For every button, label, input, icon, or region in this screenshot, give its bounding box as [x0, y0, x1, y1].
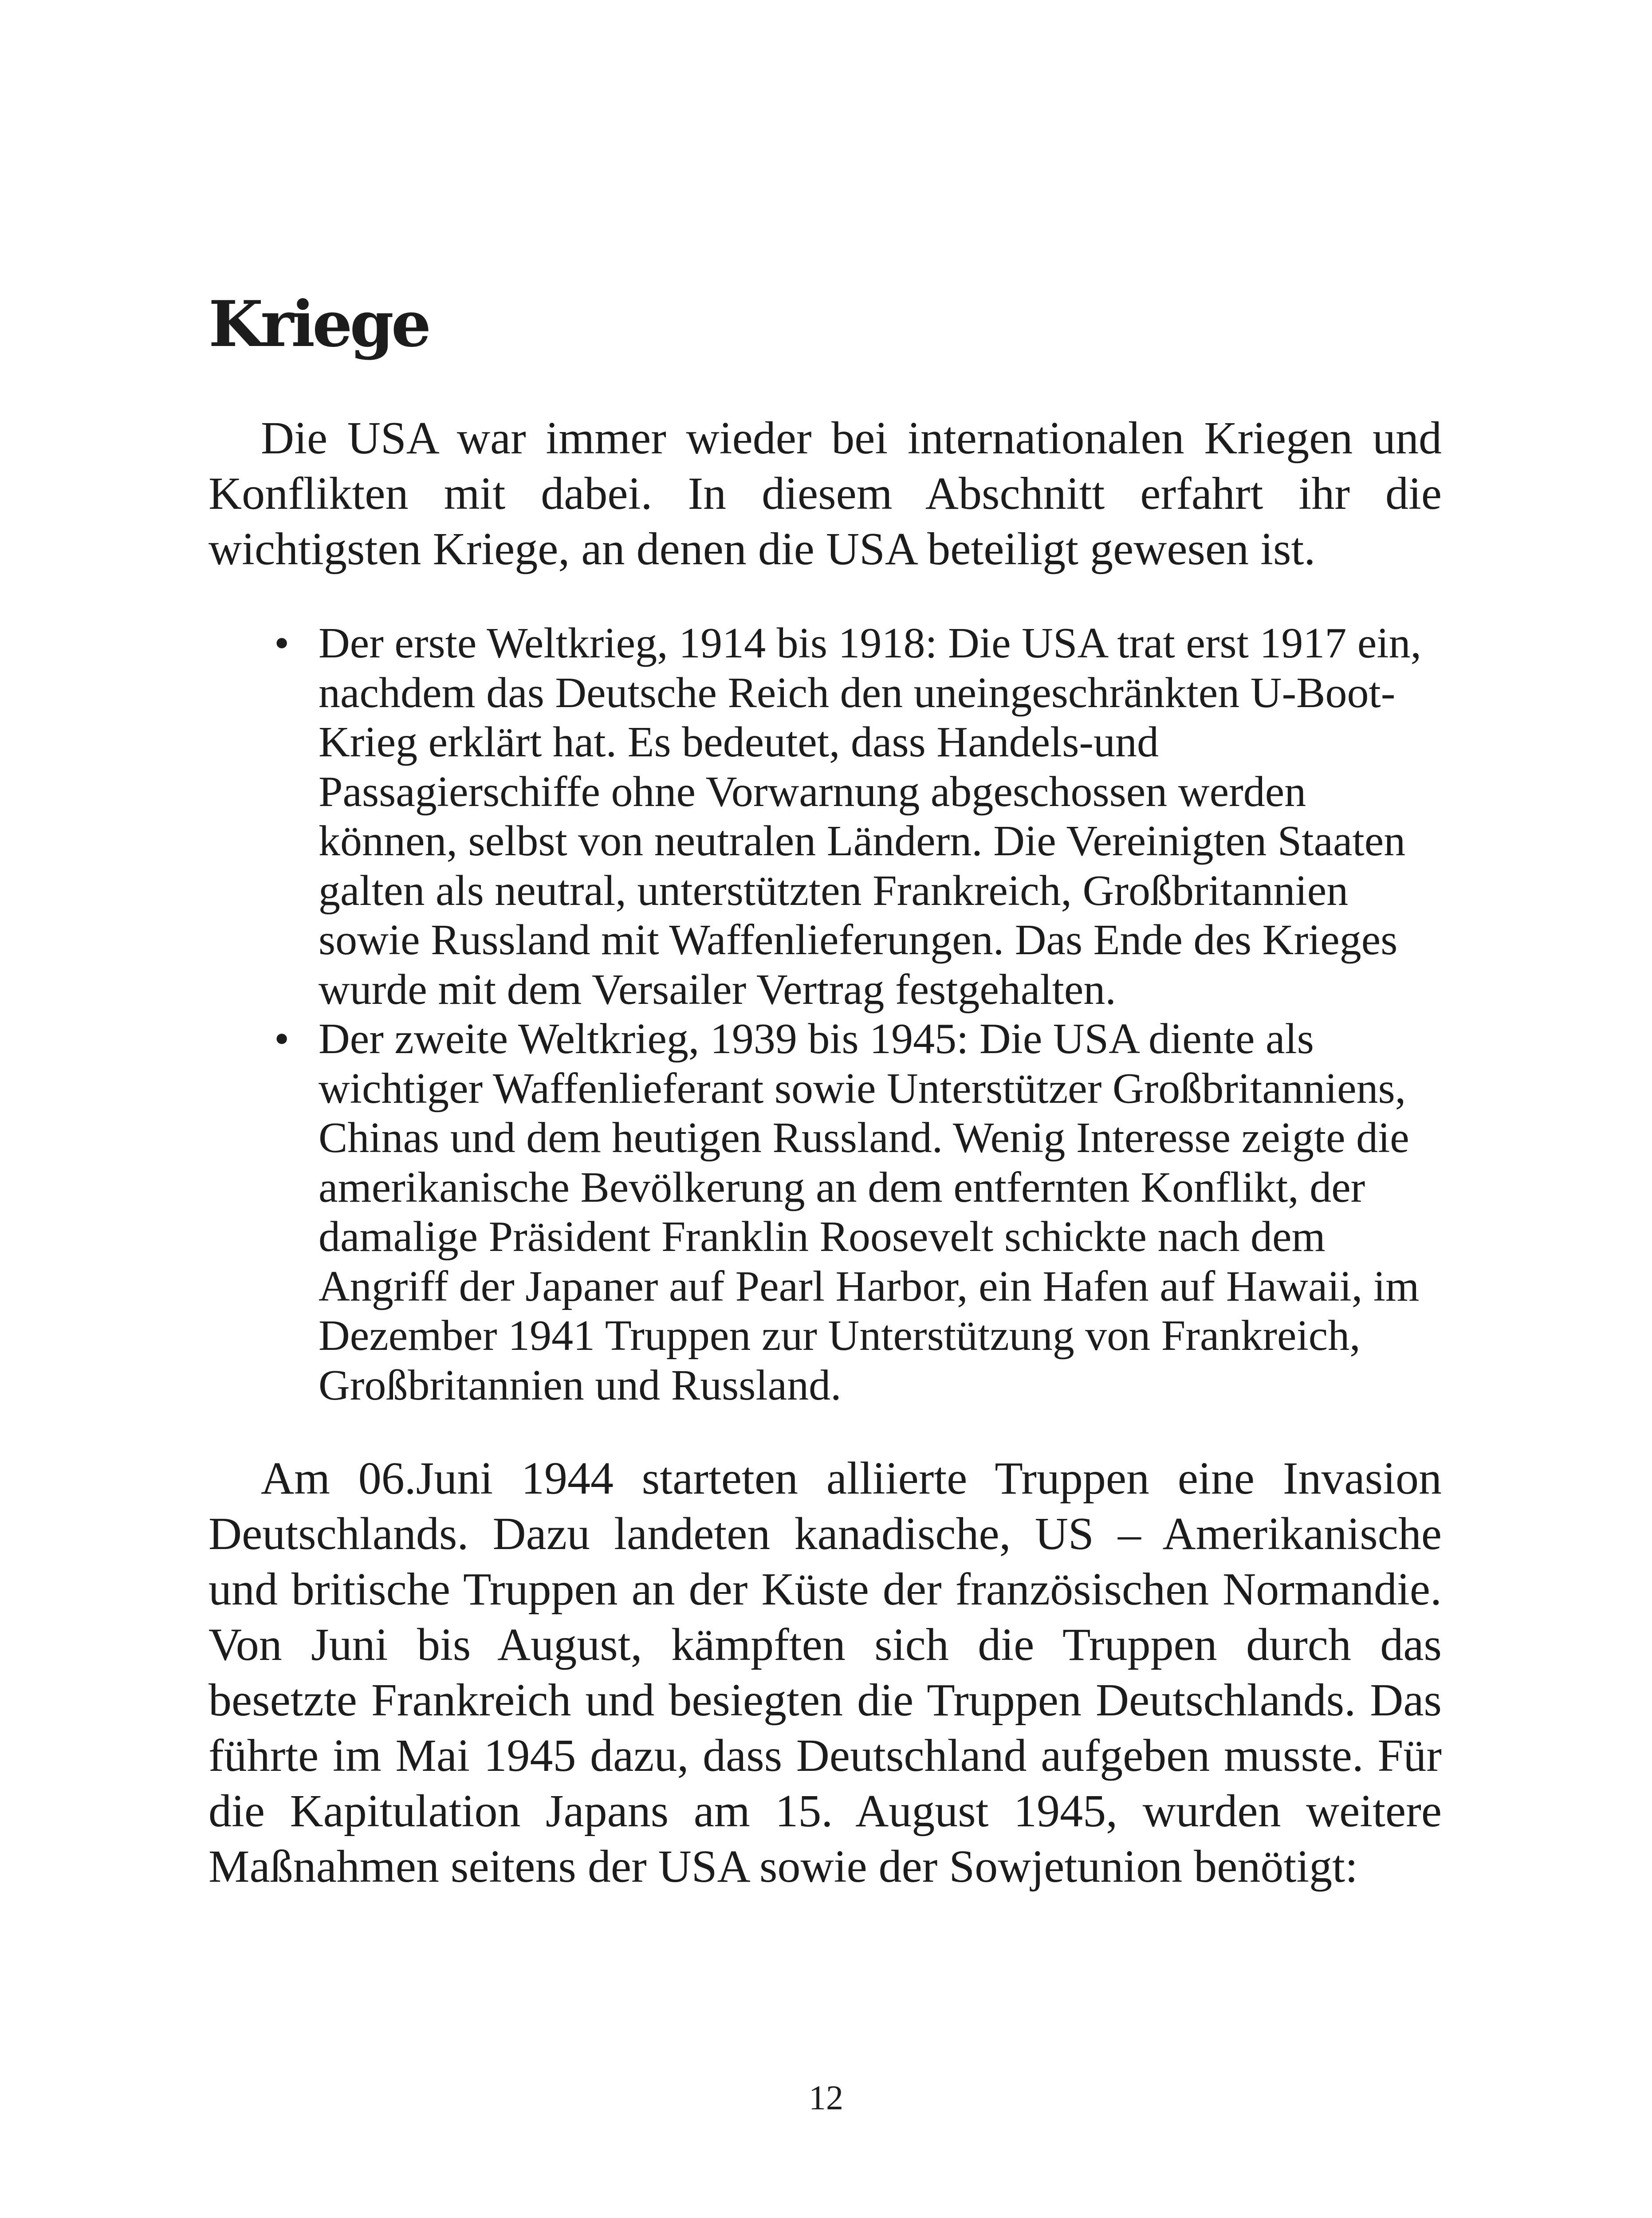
bullet-icon: •: [274, 619, 290, 667]
list-item-text: Der zweite Weltkrieg, 1939 bis 1945: Die USA diente als wichtiger Waffenlieferant sowie Unterstützer Großbritanniens, Chinas und dem heutigen Russland. Wenig Interesse zeigte die amerikanische Bevölkerung an dem entfernten Konflikt, der damalige Präsident Franklin Roosevelt schickte nach dem Angriff der Japaner auf Pearl Harbor, ein Hafen auf Hawaii, im Dezember 1941 Truppen zur Unterstützung von Frankreich, Großbritannien und Russland.: [319, 1015, 1420, 1409]
list-item-text: Der erste Weltkrieg, 1914 bis 1918: Die USA trat erst 1917 ein, nachdem das Deutsche Reich den uneingeschränkten U-Boot-Krieg erklärt hat. Es bedeutet, dass Handels-und Passagierschiffe ohne Vorwarnung abgeschossen werden können, selbst von neutralen Ländern. Die Vereinigten Staaten galten als neutral, unterstützten Frankreich, Großbritannien sowie Russland mit Waffenlieferungen. Das Ende des Krieges wurde mit dem Versailer Vertrag festgehalten.: [319, 619, 1422, 1014]
page-number: 12: [809, 2078, 843, 2117]
closing-text: Am 06.Juni 1944 starteten alliierte Truppen eine Invasion Deutschlands. Dazu landeten kanadische, US – Amerikanische und britische Truppen an der Küste der französischen Normandie. Von Juni bis August, kämpften sich die Truppen durch das besetzte Frankreich und besiegten die Truppen Deutschlands. Das führte im Mai 1945 dazu, dass Deutschland aufgeben musste. Für die Kapitulation Japans am 15. August 1945, wurden weitere Maßnahmen seitens der USA sowie der Sowjetunion benötigt:: [208, 1453, 1442, 1892]
intro-text: Die USA war immer wieder bei internationalen Kriegen und Konflikten mit dabei. In diesem Abschnitt erfahrt ihr die wichtigsten Kriege, an denen die USA beteiligt gewesen ist.: [208, 413, 1442, 574]
closing-paragraph: [208, 1451, 1442, 1894]
list-item: [266, 619, 1446, 1015]
war-list: [266, 619, 1446, 1410]
list-item: [266, 1015, 1446, 1410]
section-heading: Kriege: [208, 287, 429, 361]
bullet-icon: •: [274, 1015, 290, 1063]
intro-paragraph: [208, 410, 1442, 577]
